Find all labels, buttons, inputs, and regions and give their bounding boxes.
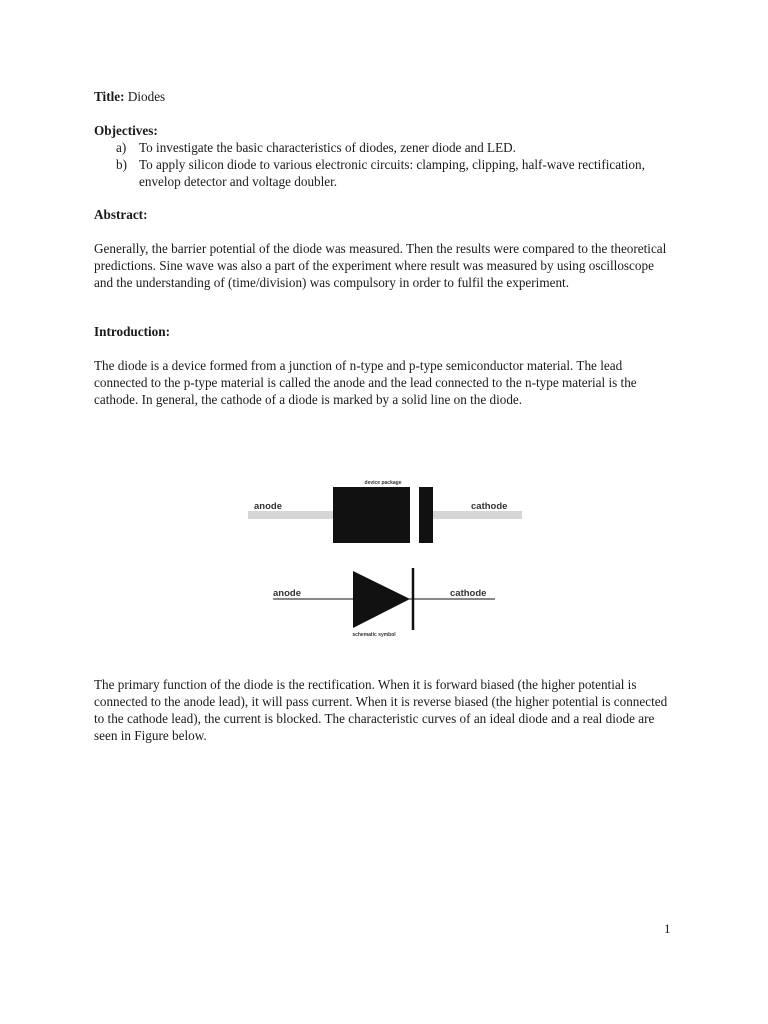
objectives-heading: Objectives: — [94, 123, 158, 138]
objectives-section — [94, 122, 676, 190]
anode-label-top: anode — [254, 501, 282, 512]
diode-triangle — [353, 571, 410, 628]
package-gap — [410, 487, 419, 543]
title-line — [94, 88, 676, 105]
abstract-heading-block — [94, 206, 676, 223]
abstract-section — [94, 240, 676, 291]
page-number: 1 — [664, 921, 671, 936]
cathode-band — [419, 487, 433, 543]
rectification-section — [94, 676, 676, 744]
introduction-body: The diode is a device formed from a junction of n-type and p-type semiconductor material. The lead connected to the p-type material is called the anode and the lead connected to the n-type material is the cathode. In general, the cathode of a diode is marked by a solid line on the diode. — [94, 358, 637, 407]
objective-marker: b) — [116, 157, 127, 172]
cathode-label-bottom: cathode — [450, 588, 487, 599]
package-body — [333, 487, 410, 543]
package-label: device package — [364, 480, 402, 486]
introduction-heading: Introduction: — [94, 324, 170, 339]
title-label: Title: — [94, 89, 125, 104]
cathode-label-top: cathode — [471, 501, 508, 512]
objective-text: To investigate the basic characteristics of diodes, zener diode and LED. — [139, 140, 516, 155]
objective-marker: a) — [116, 140, 127, 155]
objective-text: To apply silicon diode to various electronic circuits: clamping, clipping, half-wave rectification, envelop detector and voltage doubler. — [139, 157, 645, 189]
objective-item — [94, 156, 676, 190]
objective-item — [94, 139, 676, 156]
anode-label-bottom: anode — [273, 588, 301, 599]
title-text: Diodes — [127, 89, 166, 104]
introduction-section — [94, 357, 676, 408]
diode-figure — [248, 478, 522, 642]
rectification-body: The primary function of the diode is the rectification. When it is forward biased (the higher potential is connected to the anode lead), it will pass current. When it is reverse biased (the higher potential is connected to the cathode lead), the current is blocked. The characteristic curves of an ideal diode and a real diode are seen in Figure below. — [94, 677, 668, 743]
symbol-label: schematic symbol — [352, 632, 396, 638]
objectives-list — [94, 139, 676, 190]
abstract-body: Generally, the barrier potential of the diode was measured. Then the results were compared to the theoretical predictions. Sine wave was also a part of the experiment where result was measured by using oscilloscope and the understanding of (time/division) was compulsory in order to fulfil the experiment. — [94, 241, 667, 290]
abstract-heading: Abstract: — [94, 207, 148, 222]
introduction-heading-block — [94, 323, 676, 340]
